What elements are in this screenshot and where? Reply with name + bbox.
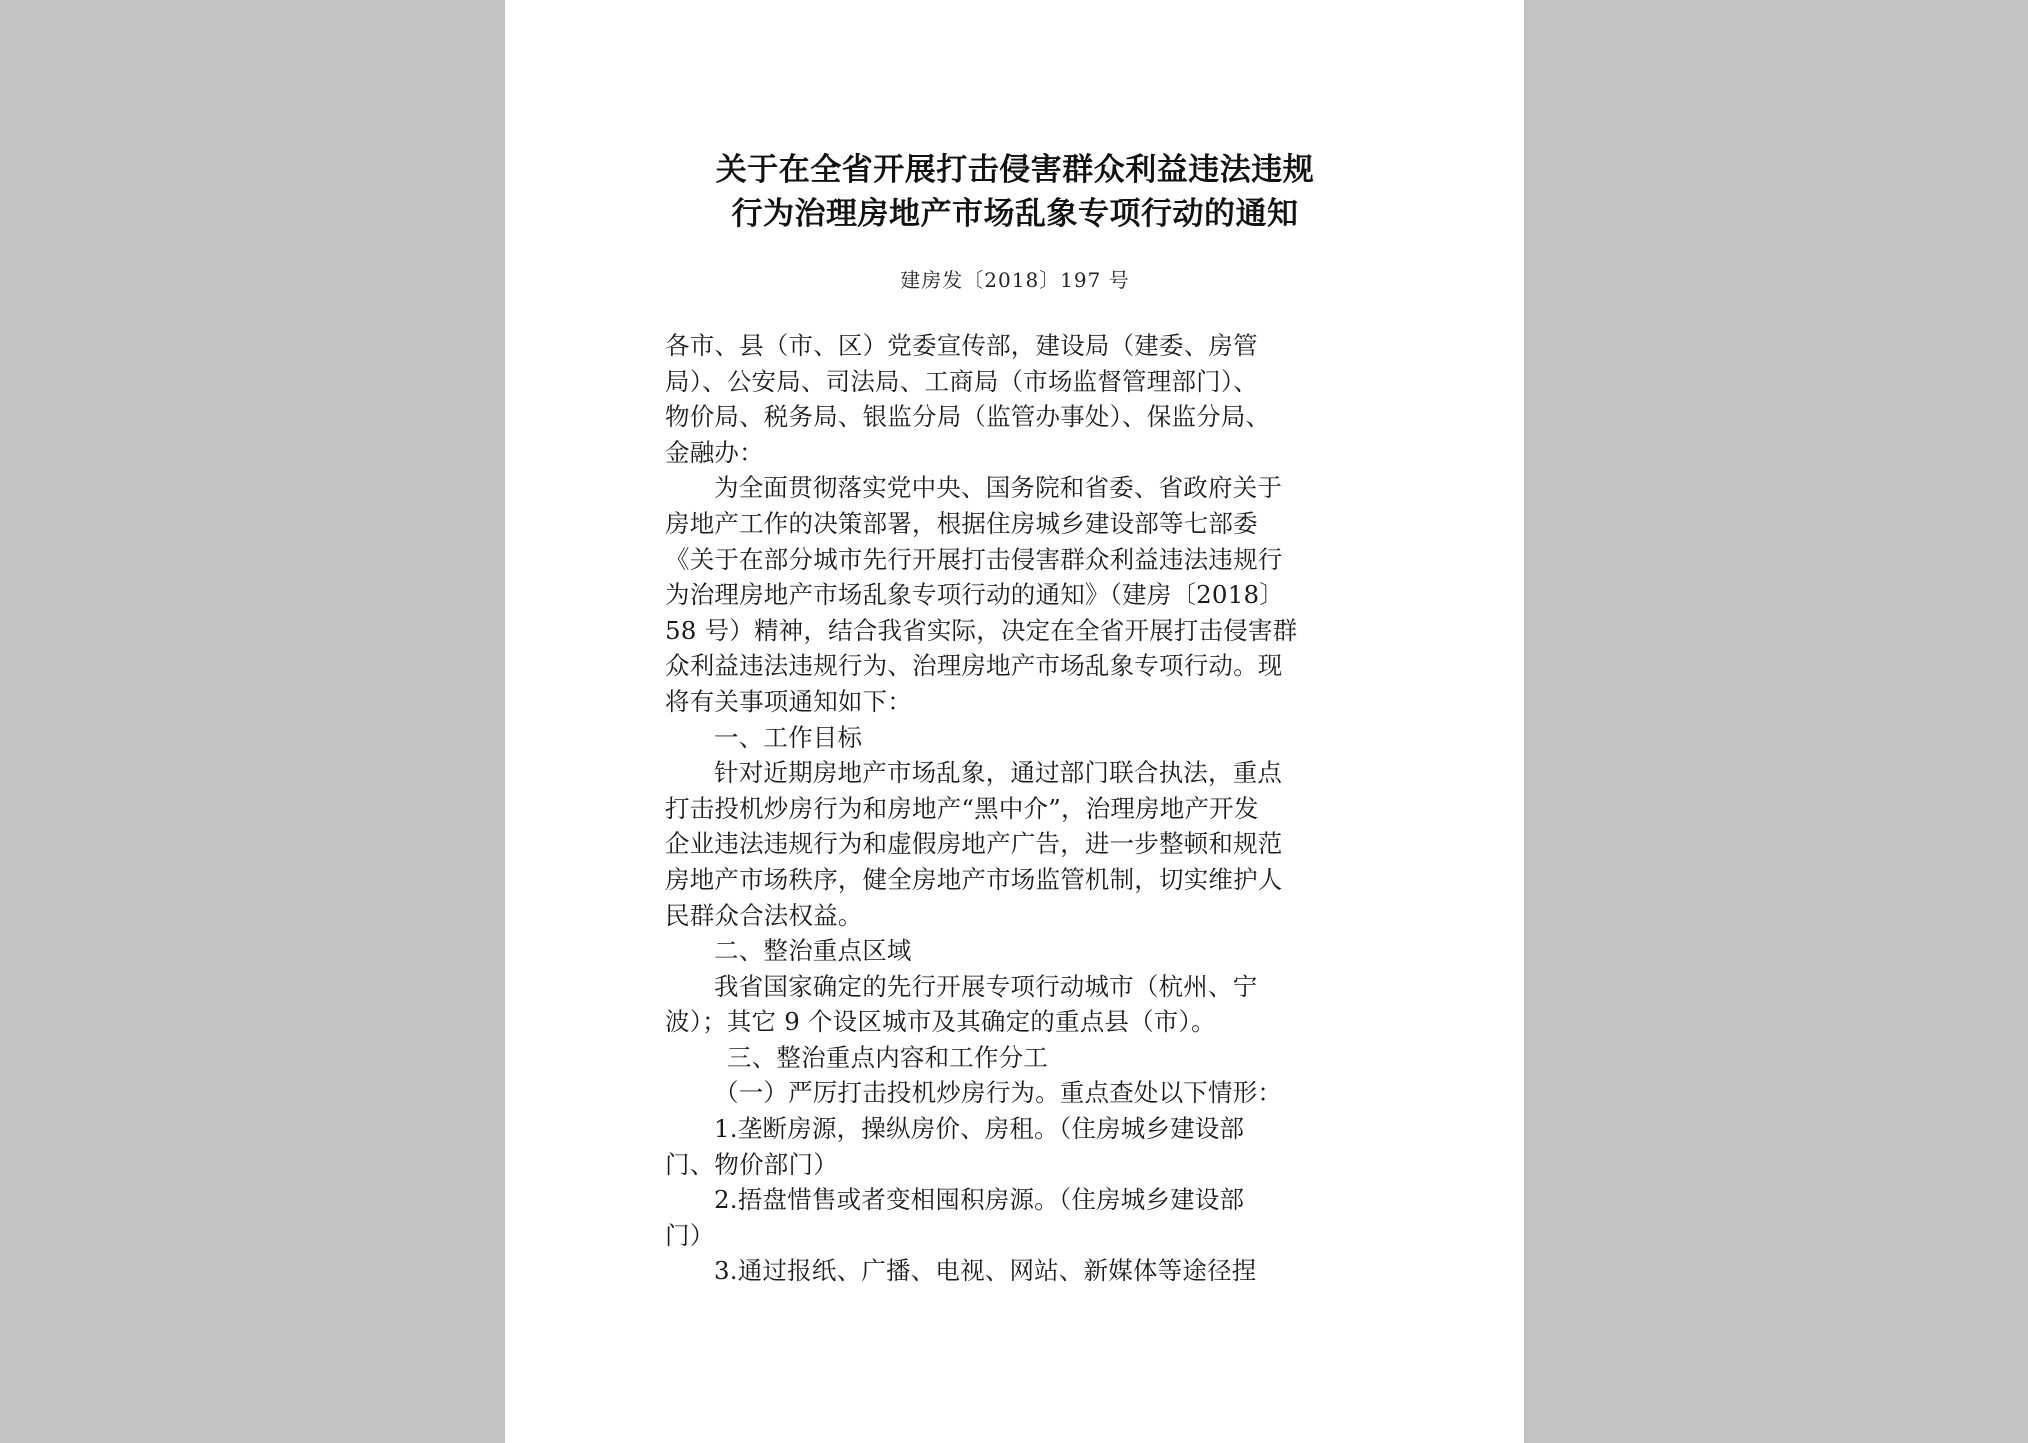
body-text-line: 2.捂盘惜售或者变相囤积房源。（住房城乡建设部 — [714, 1185, 1245, 1215]
body-text-line: 企业违法违规行为和虚假房地产广告，进一步整顿和规范 — [665, 829, 1283, 859]
title-line: 行为治理房地产市场乱象专项行动的通知 — [731, 196, 1299, 232]
body-text-line: 房地产工作的决策部署，根据住房城乡建设部等七部委 — [665, 508, 1258, 538]
body-text-line: 门、物价部门） — [665, 1149, 838, 1179]
body-text-line: 打击投机炒房行为和房地产“黑中介”，治理房地产开发 — [665, 793, 1259, 823]
document-number: 建房发〔2018〕197 号 — [900, 268, 1130, 292]
body-text-line: 二、整治重点区域 — [714, 936, 912, 966]
title-line: 关于在全省开展打击侵害群众利益违法违规 — [715, 152, 1315, 188]
body-text-line: 局）、公安局、司法局、工商局（市场监督管理部门）、 — [665, 366, 1258, 396]
body-text-line: 3.通过报纸、广播、电视、网站、新媒体等途径捏 — [714, 1256, 1257, 1286]
body-text-line: 门） — [665, 1220, 715, 1250]
body-text-line: 我省国家确定的先行开展专项行动城市（杭州、宁 — [714, 971, 1258, 1001]
body-text-line: 波）；其它 9 个设区城市及其确定的重点县（市）。 — [665, 1007, 1216, 1037]
body-text-line: 房地产市场秩序，健全房地产市场监管机制，切实维护人 — [665, 864, 1283, 894]
document-body — [665, 328, 1365, 1289]
body-text-line: 1.垄断房源，操纵房价、房租。（住房城乡建设部 — [714, 1114, 1245, 1144]
body-text-line: 众利益违法违规行为、治理房地产市场乱象专项行动。现 — [665, 651, 1283, 681]
body-text-line: 金融办： — [665, 437, 764, 467]
body-text-line: 58 号）精神，结合我省实际，决定在全省开展打击侵害群 — [665, 615, 1298, 645]
body-text-line: 为全面贯彻落实党中央、国务院和省委、省政府关于 — [714, 473, 1283, 503]
body-text-line: 物价局、税务局、银监分局（监管办事处）、保监分局、 — [665, 402, 1271, 432]
body-text-line: 为治理房地产市场乱象专项行动的通知》（建房〔2018〕 — [665, 580, 1284, 610]
body-text-line: 将有关事项通知如下： — [665, 686, 912, 716]
body-text-line: （一）严厉打击投机炒房行为。重点查处以下情形： — [714, 1078, 1283, 1108]
body-text-line: 针对近期房地产市场乱象，通过部门联合执法，重点 — [714, 758, 1283, 788]
body-text-line: 《关于在部分城市先行开展打击侵害群众利益违法违规行 — [665, 544, 1283, 574]
body-text-line: 民群众合法权益。 — [665, 900, 863, 930]
body-text-line: 一、工作目标 — [714, 722, 863, 752]
document-page — [505, 0, 1524, 1443]
body-text-line: 各市、县（市、区）党委宣传部，建设局（建委、房管 — [665, 331, 1258, 360]
body-text-line: 三、整治重点内容和工作分工 — [727, 1042, 1049, 1072]
page-content — [665, 148, 1365, 1289]
document-title — [665, 148, 1365, 236]
